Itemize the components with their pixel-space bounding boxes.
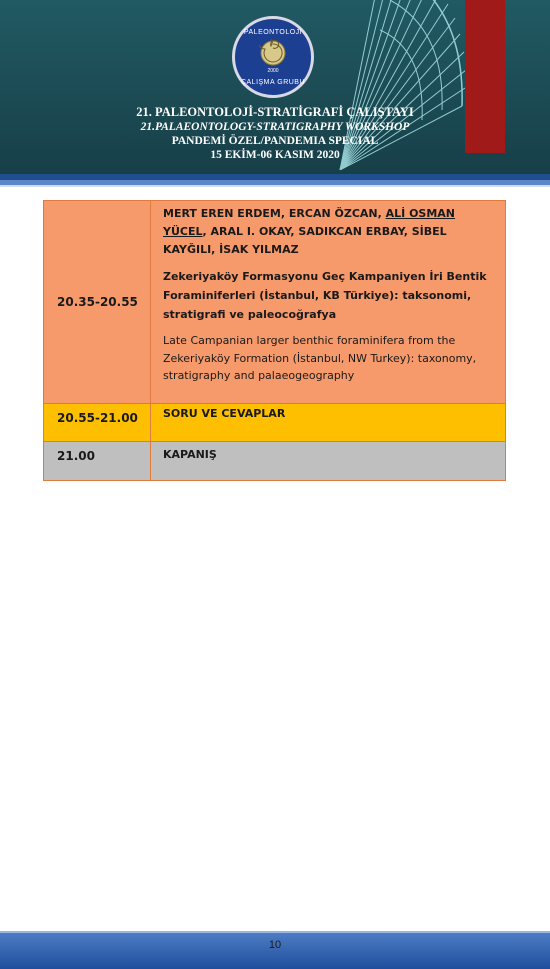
footer-divider — [0, 931, 550, 933]
table-row — [44, 442, 506, 481]
workshop-title-en: 21.PALAEONTOLOGY-STRATIGRAPHY WORKSHOP — [140, 121, 410, 133]
workshop-subtitle: PANDEMİ ÖZEL/PANDEMIA SPECIAL — [171, 135, 379, 147]
authors-after: , ARAL I. OKAY, SADIKCAN ERBAY, SİBEL KAYĞILI, İSAK YILMAZ — [163, 225, 447, 256]
header-divider-pale — [0, 185, 550, 187]
logo-top-text: PALEONTOLOJİ — [243, 29, 303, 36]
session-time: 20.55-21.00 — [44, 404, 151, 442]
authors-before: MERT EREN ERDEM, ERCAN ÖZCAN, — [163, 207, 386, 220]
schedule-table — [43, 200, 506, 481]
logo-year: 2000 — [267, 68, 279, 74]
header-titles — [0, 104, 550, 162]
session-time: 20.35-20.55 — [44, 201, 151, 404]
session-label: KAPANIŞ — [151, 442, 506, 481]
table-row — [44, 404, 506, 442]
workshop-logo — [232, 16, 314, 98]
session-time: 21.00 — [44, 442, 151, 481]
talk-authors — [163, 205, 489, 259]
ammonite-icon — [259, 39, 287, 67]
talk-title-en: Late Campanian larger benthic foraminifera from the Zekeriyaköy Formation (İstanbul, NW Turkey): taxonomy, stratigraphy and palaeogeography — [163, 334, 477, 382]
workshop-dates: 15 EKİM-06 KASIM 2020 — [210, 149, 340, 161]
table-row — [44, 201, 506, 404]
talk-details — [151, 201, 506, 404]
session-label: SORU VE CEVAPLAR — [151, 404, 506, 442]
page-number: 10 — [268, 939, 282, 951]
workshop-title-tr: 21. PALEONTOLOJİ-STRATİGRAFİ ÇALIŞTAYI — [136, 105, 414, 119]
logo-bottom-text: ÇALIŞMA GRUBU — [240, 79, 306, 86]
presenting-author: ALİ OSMAN YÜCEL — [163, 207, 456, 238]
header-banner — [0, 0, 550, 174]
talk-title-tr: Zekeriyaköy Formasyonu Geç Kampaniyen İri Bentik Foraminiferleri (İstanbul, KB Türkiye): taksonomi, stratigrafi ve paleocoğrafya — [163, 270, 487, 321]
